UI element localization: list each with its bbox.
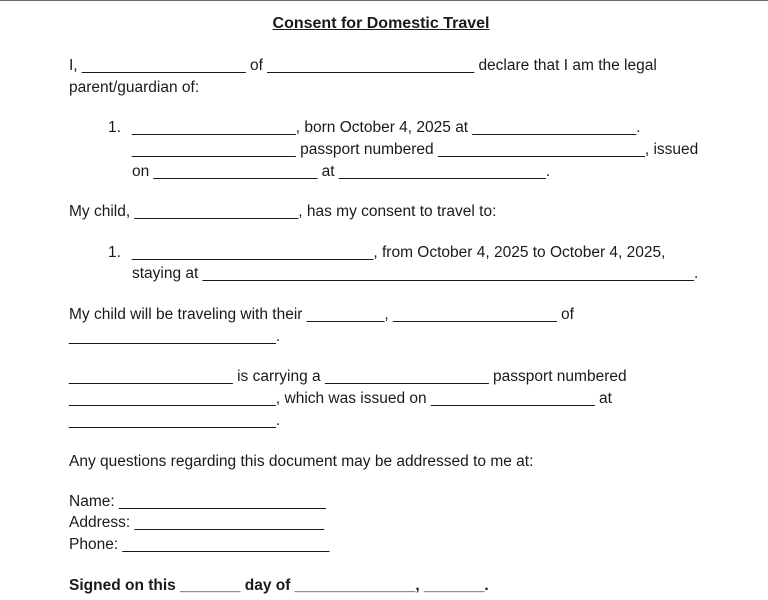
consent-line: My child, ___________________, has my consent to travel to: (69, 203, 497, 220)
child-entry-line-3: on ___________________ at ________________________. (132, 163, 551, 180)
destination-entry-line-2: staying at _________________________________________________________. (132, 265, 699, 282)
destination-entry-number: 1. (108, 244, 121, 261)
destination-entry-line-1: ____________________________, from October 4, 2025 to October 4, 2025, (132, 244, 666, 261)
child-entry-line-2: ___________________ passport numbered ________________________, issued (132, 141, 699, 158)
companion-passport-line-2: ________________________, which was issued on ___________________ at (69, 390, 612, 407)
document-title: Consent for Domestic Travel (272, 15, 490, 32)
intro-line-2: parent/guardian of: (69, 79, 200, 96)
questions-line: Any questions regarding this document may be addressed to me at: (69, 453, 534, 470)
top-border-line (0, 0, 768, 1)
child-entry-line-1: ___________________, born October 4, 2025 at ___________________. (132, 119, 641, 136)
intro-line-1: I, ___________________ of ________________________ declare that I am the legal (69, 57, 657, 74)
companion-line-2: ________________________. (69, 328, 281, 345)
contact-phone-line: Phone: ________________________ (69, 536, 330, 553)
child-entry-number: 1. (108, 119, 121, 136)
contact-name-line: Name: ________________________ (69, 493, 326, 510)
contact-address-line: Address: ______________________ (69, 514, 325, 531)
companion-passport-line-1: ___________________ is carrying a ___________________ passport numbered (69, 368, 627, 385)
companion-line-1: My child will be traveling with their _________, ___________________ of (69, 306, 574, 323)
signature-line: Signed on this _______ day of ______________, _______. (69, 577, 489, 594)
companion-passport-line-3: ________________________. (69, 412, 281, 429)
